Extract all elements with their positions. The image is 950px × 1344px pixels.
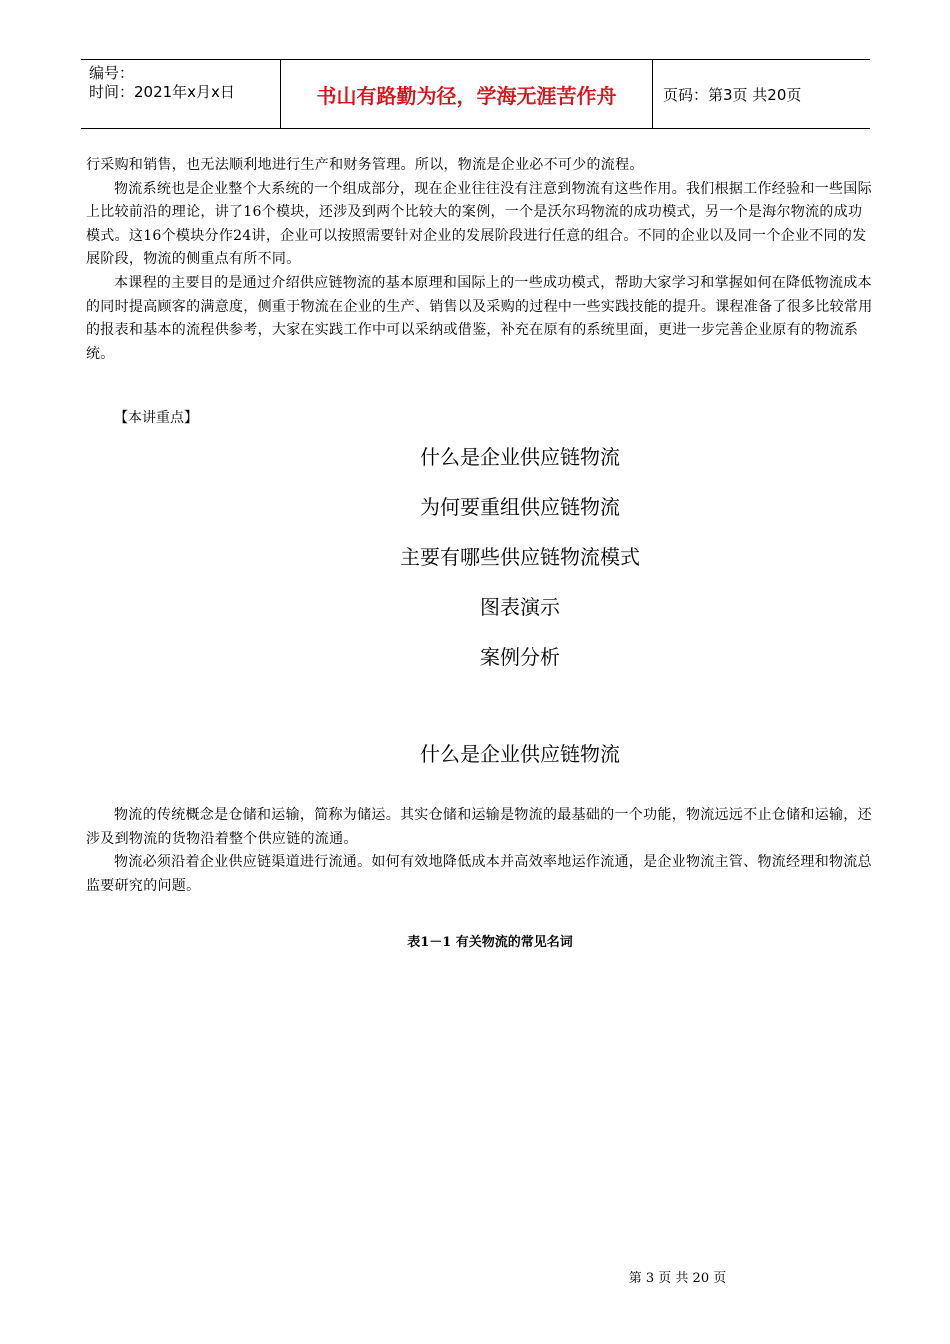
key-point-item: 主要有哪些供应链物流模式 [400,545,640,569]
intro-text [86,154,876,366]
key-point-item: 案例分析 [480,645,560,669]
key-point-item: 什么是企业供应链物流 [420,445,620,469]
section-text [86,804,876,898]
document-header [81,59,870,129]
page-footer: 第 3 页 共 20 页 [628,1271,727,1286]
motto: 书山有路勤为径，学海无涯苦作舟 [281,60,653,128]
time-label: 时间：2021年x月x日 [89,83,235,101]
paragraph: 物流必须沿着企业供应链渠道进行流通。如何有效地降低成本并高效率地运作流通，是企业物流主管、物流经理和物流总监要研究的问题。 [86,854,872,894]
paragraph: 物流的传统概念是仓储和运输，简称为储运。其实仓储和运输是物流的最基础的一个功能，物流远远不止仓储和运输，还涉及到物流的货物沿着整个供应链的流通。 [86,807,872,847]
paragraph: 物流系统也是企业整个大系统的一个组成部分，现在企业往往没有注意到物流有这些作用。我们根据工作经验和一些国际上比较前沿的理论，讲了16个模块，还涉及到两个比较大的案例，一个是沃尔玛物流的成功模式，另一个是海尔物流的成功模式。这16个模块分作24讲，企业可以按照需要针对企业的发展阶段进行任意的组合。不同的企业以及同一个企业不同的发展阶段，物流的侧重点有所不同。 [86,180,872,268]
header-meta-cell [81,60,281,128]
key-points-label: 【本讲重点】 [114,410,198,426]
table-caption: 表1－1 有关物流的常见名词 [407,935,573,950]
page-info: 页码：第3页 共20页 [663,85,802,104]
paragraph: 行采购和销售，也无法顺利地进行生产和财务管理。所以，物流是企业必不可少的流程。 [86,157,644,173]
key-point-item: 图表演示 [480,595,560,619]
key-points-list [0,440,950,690]
paragraph: 本课程的主要目的是通过介绍供应链物流的基本原理和国际上的一些成功模式，帮助大家学习和掌握如何在降低物流成本的同时提高顾客的满意度，侧重于物流在企业的生产、销售以及采购的过程中一些实践技能的提升。课程准备了很多比较常用的报表和基本的流程供参考，大家在实践工作中可以采纳或借鉴，补充在原有的系统里面，更进一步完善企业原有的物流系统。 [86,274,873,362]
number-label: 编号： [89,64,135,82]
section-title: 什么是企业供应链物流 [420,742,620,766]
key-point-item: 为何要重组供应链物流 [420,495,620,519]
